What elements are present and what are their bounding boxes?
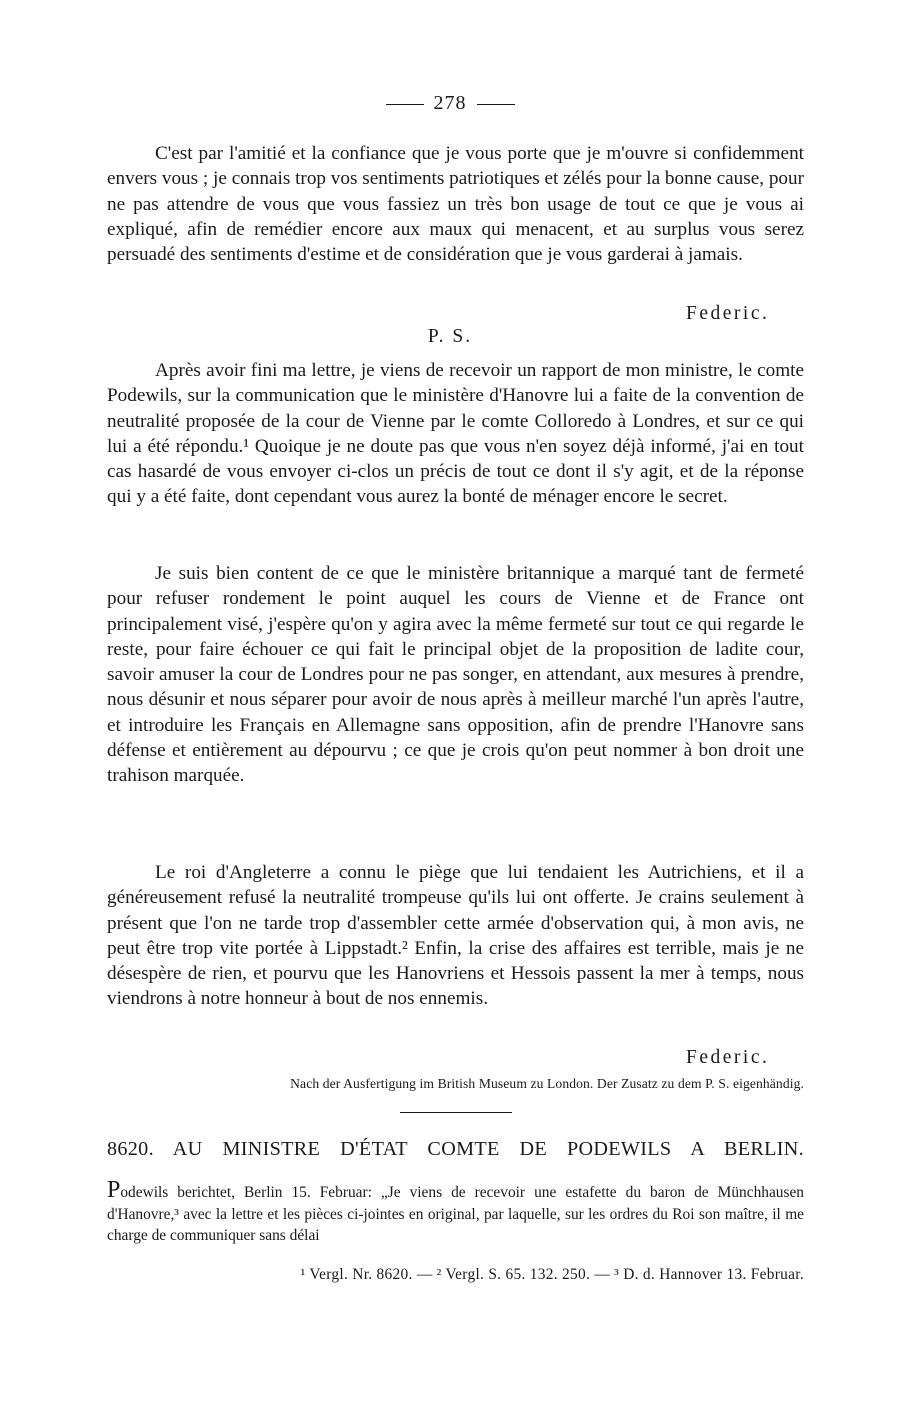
page-number-text: 278 [433, 92, 467, 114]
section-divider [400, 1112, 512, 1113]
paragraph-text: Le roi d'Angleterre a connu le piège que lui tendaient les Autrichiens, et il a généreusement refusé la neutralité trompeuse qu'ils lui ont offerte. Je crains seulement à présent que l'on ne tarde trop d'assembler cette armée d'observation qui, à mon avis, ne peut être trop vite portée à Lippstadt.² Enfin, la crise des affaires est terrible, mais je ne désespère de rien, et pourvu que les Hanovriens et Hessois passent la mer à temps, nous viendrons à notre honneur à bout de nos ennemis. [107, 862, 804, 1010]
paragraph-text: Après avoir fini ma lettre, je viens de recevoir un rapport de mon ministre, le comte Podewils, sur la communication que le ministère d'Hanovre lui a faite de la convention de neutralité proposée de la cour de Vienne par le comte Colloredo à Londres, et sur ce qui lui a été répondu.¹ Quoique je ne doute pas que vous n'en soyez déjà informé, j'ai en tout cas hasardé de vous envoyer ci-clos un précis de tout ce dont il s'y agit, et de la réponse qui y a été faite, dont cependant vous aurez la bonté de ménager encore le secret. [107, 360, 804, 508]
document-body-text: odewils berichtet, Berlin 15. Februar: „Je viens de recevoir une estafette du baron de Münchhausen d'Hanovre,³ avec la lettre et les pièces ci-jointes en original, par laquelle, sur les ordres du Roi son maître, il me charge de communiquer sans délai [107, 1184, 804, 1244]
paragraph-text: C'est par l'amitié et la confiance que je vous porte que je m'ouvre si confidemment envers vous ; je connais trop vos sentiments patriotiques et zélés pour la bonne cause, pour ne pas attendre de vous que vous fassiez un très bon usage de tout ce que je vous ai expliqué, afin de remédier encore aux maux qui menacent, et au surplus vous serez persuadé des sentiments d'estime et de considération que je vous garderai à jamais. [107, 143, 804, 266]
document-heading: 8620. AU MINISTRE D'ÉTAT COMTE DE PODEWILS A BERLIN. [107, 1138, 804, 1160]
postscript-heading: P. S. [427, 326, 473, 347]
page-number [0, 92, 900, 115]
footnotes: ¹ Vergl. Nr. 8620. — ² Vergl. S. 65. 132. 250. — ³ D. d. Hannover 13. Februar. [300, 1266, 804, 1283]
page-number-dash-right [477, 104, 515, 105]
document-body [107, 1178, 804, 1247]
letter-paragraph-4 [107, 860, 804, 1012]
source-note: Nach der Ausfertigung im British Museum zu London. Der Zusatz zu dem P. S. eigenhändig. [290, 1076, 804, 1091]
letter-paragraph-2 [107, 358, 804, 510]
dropcap-letter: P [107, 1177, 121, 1203]
page-number-dash-left [386, 104, 424, 105]
letter-paragraph-1 [107, 141, 804, 267]
signature-federic-2: Federic. [686, 1047, 770, 1068]
signature-federic-1: Federic. [686, 303, 770, 324]
paragraph-text: Je suis bien content de ce que le ministère britannique a marqué tant de fermeté pour refuser rondement le point auquel les cours de Vienne et de France ont principalement visé, j'espère qu'on y agira avec la même fermeté sur tout ce qui regarde le reste, pour faire échouer ce qui fait le principal objet de la proposition de ladite cour, savoir amuser la cour de Londres pour ne pas songer, en attendant, aux mesures à prendre, nous désunir et nous séparer pour avoir de nous après à meilleur marché l'un après l'autre, et introduire les Français en Allemagne sans opposition, afin de prendre l'Hanovre sans défense et entièrement au dépourvu ; ce que je crois qu'on peut nommer à bon droit une trahison marquée. [107, 563, 804, 787]
letter-paragraph-3 [107, 561, 804, 789]
